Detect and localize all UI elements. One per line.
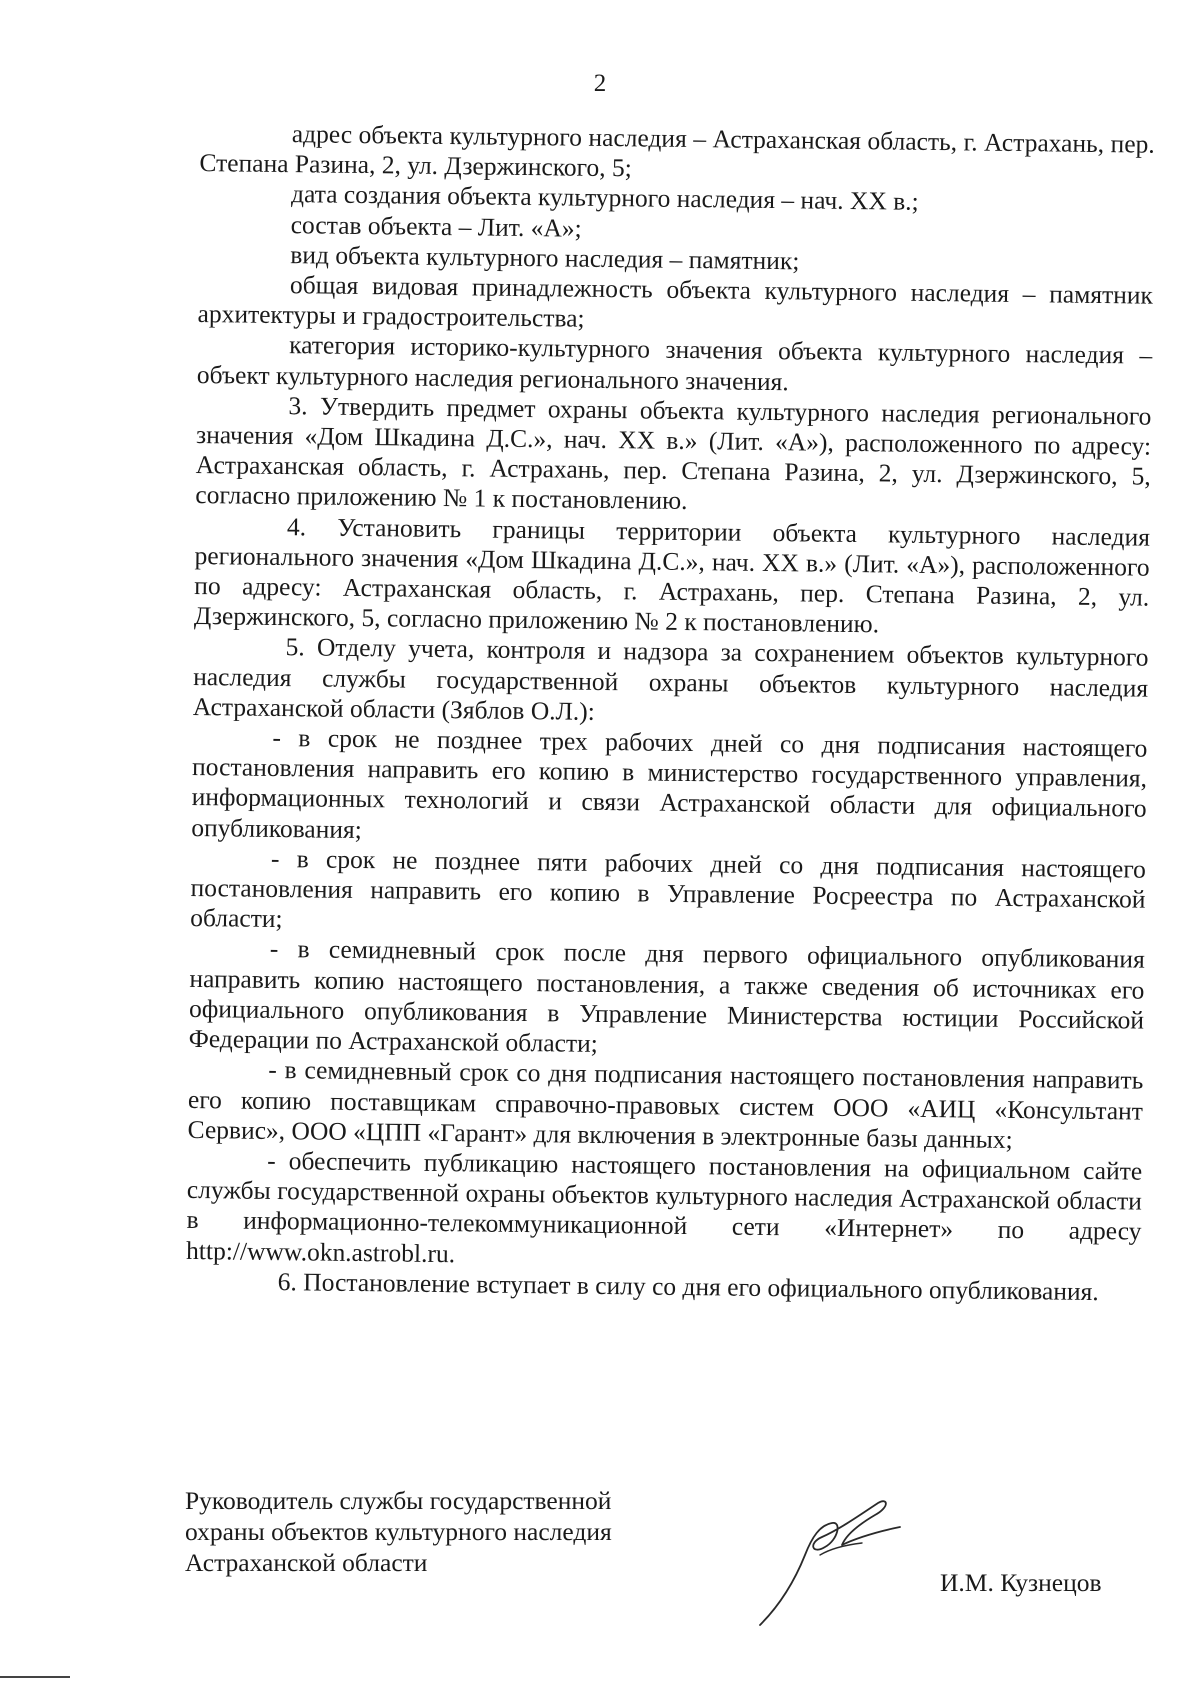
signer-name: И.М. Кузнецов bbox=[940, 1568, 1102, 1597]
paragraph-item-4: 4. Установить границы территории объекта культурного наследия регионального значения «Дом Шкадина Д.С.», нач. XX в.» (Лит. «А»), расположенного по адресу: Астраханская область, г. Астрахань, пер. Степана Разина, 2, ул. Дзержинского, 5, согласно приложению № 2 к постановлению. bbox=[193, 511, 1151, 639]
paragraph-composition: состав объекта – Лит. «А»; bbox=[290, 209, 582, 243]
position-line: Астраханской области bbox=[185, 1548, 428, 1577]
paragraph-item-3: 3. Утвердить предмет охраны объекта культурного наследия регионального значения «Дом Шкадина Д.С.», нач. XX в.» (Лит. «А»), расположенного по адресу: Астраханская область, г. Астрахань, пер. Степана Разина, 2, ул. Дзержинского, 5, согласно приложению № 1 к постановлению. bbox=[195, 390, 1152, 516]
paragraph-bullet-1: - в срок не позднее трех рабочих дней со дня подписания настоящего постановления направить его копию в министерство государственного управления, информационных технологий и связи Астраханской области для официального опубликования; bbox=[191, 722, 1148, 844]
paragraph-bullet-2: - в срок не позднее пяти рабочих дней со дня подписания настоящего постановления направить его копию в Управление Росреестра по Астраханской области; bbox=[190, 843, 1147, 934]
paragraph-creation-date: дата создания объекта культурного наследия – нач. XX в.; bbox=[290, 179, 919, 217]
margin-mark bbox=[0, 1676, 70, 1678]
position-line: Руководитель службы государственной bbox=[185, 1486, 612, 1515]
handwritten-signature bbox=[750, 1485, 920, 1635]
paragraph-item-6: 6. Постановление вступает в силу со дня его официального опубликования. bbox=[277, 1266, 1099, 1306]
document-body bbox=[186, 118, 1155, 1308]
paragraph-object-type: вид объекта культурного наследия – памятник; bbox=[290, 239, 800, 276]
paragraph-address: адрес объекта культурного наследия – Астраханская область, г. Астрахань, пер. Степана Разина, 2, ул. Дзержинского, 5; bbox=[199, 119, 1155, 183]
page-number: 2 bbox=[593, 70, 607, 97]
paragraph-bullet-3: - в семидневный срок после дня первого официального опубликования направить копию настоящего постановления, а также сведения об источниках его официального опубликования в Управление Министерства юстиции Российской Федерации по Астраханской области; bbox=[188, 934, 1145, 1059]
paragraph-bullet-4: - в семидневный срок со дня подписания настоящего постановления направить его копию поставщикам справочно-правовых систем ООО «АИЦ «Консультант Сервис», ООО «ЦПП «Гарант» для включения в электронные базы данных; bbox=[187, 1055, 1144, 1154]
paragraph-item-5: 5. Отделу учета, контроля и надзора за сохранением объектов культурного наследия службы государственной охраны объектов культурного наследия Астраханской области (Зяблов О.Л.): bbox=[192, 632, 1149, 726]
signatory-position bbox=[185, 1485, 705, 1578]
paragraph-general-type: общая видовая принадлежность объекта культурного наследия – памятник архитектуры и градостроительства; bbox=[197, 270, 1154, 333]
position-line: охраны объектов культурного наследия bbox=[185, 1517, 612, 1546]
paragraph-category: категория историко-культурного значения объекта культурного наследия – объект культурного наследия регионального значения. bbox=[196, 330, 1153, 396]
paragraph-bullet-5: - обеспечить публикацию настоящего постановления на официальном сайте службы государственной охраны объектов культурного наследия Астраханской области в информационно-телекоммуникационной сети «Интернет» по адресу http://www.okn.astrobl.ru. bbox=[185, 1145, 1143, 1268]
